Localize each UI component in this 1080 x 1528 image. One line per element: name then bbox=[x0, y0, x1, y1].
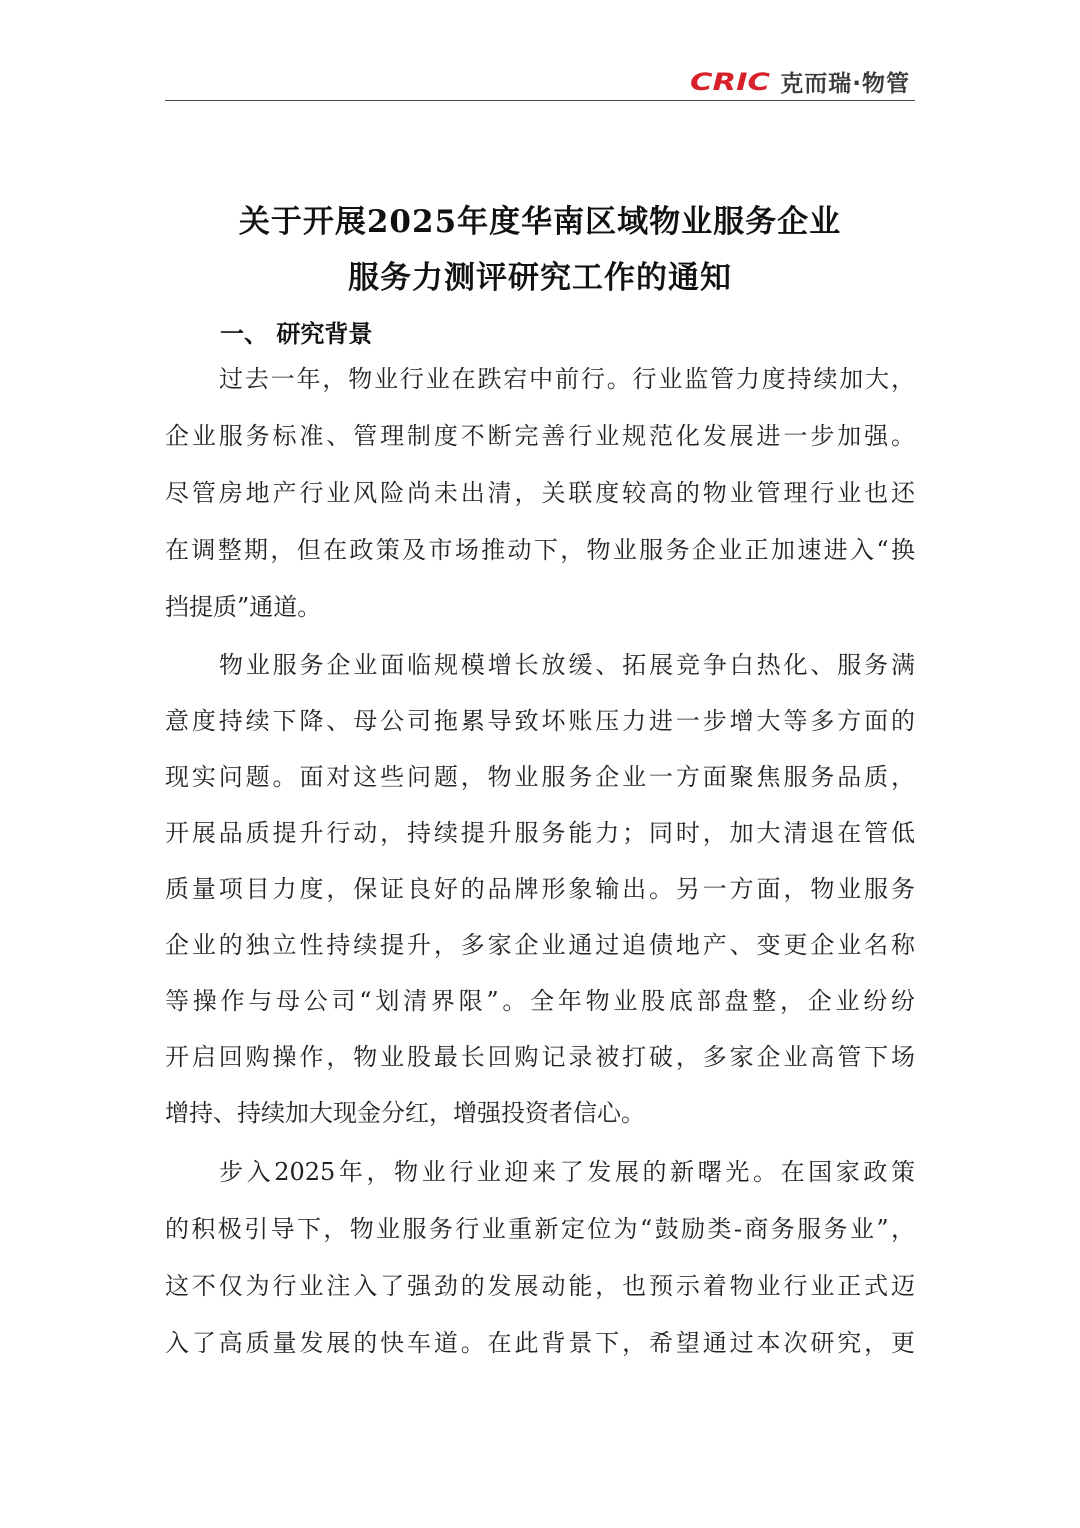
header-logo bbox=[690, 66, 910, 96]
body-line: 企业的独立性持续提升，多家企业通过追债地产、变更企业名称 bbox=[165, 931, 915, 959]
body-line: 尽管房地产行业风险尚未出清，关联度较高的物业管理行业也还 bbox=[165, 479, 915, 507]
body-line: 开启回购操作，物业股最长回购记录被打破，多家企业高管下场 bbox=[165, 1043, 915, 1071]
body-line: 在调整期，但在政策及市场推动下，物业服务企业正加速进入“换 bbox=[165, 536, 915, 564]
body-line: 现实问题。面对这些问题，物业服务企业一方面聚焦服务品质， bbox=[165, 763, 915, 791]
section-heading: 一、 研究背景 bbox=[220, 319, 373, 348]
body-line: 意度持续下降、母公司拖累导致坏账压力进一步增大等多方面的 bbox=[165, 707, 915, 735]
cric-logo-mark bbox=[690, 68, 772, 94]
body-line: 入了高质量发展的快车道。在此背景下，希望通过本次研究，更 bbox=[165, 1329, 915, 1357]
body-line: 这不仅为行业注入了强劲的发展动能，也预示着物业行业正式迈 bbox=[165, 1272, 915, 1300]
body-line: 增持、持续加大现金分红，增强投资者信心。 bbox=[165, 1099, 645, 1127]
body-line: 质量项目力度，保证良好的品牌形象输出。另一方面，物业服务 bbox=[165, 875, 915, 903]
logo-text: 克而瑞·物管 bbox=[780, 70, 910, 97]
header-divider bbox=[165, 100, 915, 101]
body-line: 步入2025年，物业行业迎来了发展的新曙光。在国家政策 bbox=[219, 1158, 915, 1186]
document-title-line-2: 服务力测评研究工作的通知 bbox=[348, 260, 732, 296]
body-line: 过去一年，物业行业在跌宕中前行。行业监管力度持续加大， bbox=[219, 365, 915, 393]
body-line: 企业服务标准、管理制度不断完善行业规范化发展进一步加强。 bbox=[165, 422, 915, 450]
body-line: 开展品质提升行动，持续提升服务能力；同时，加大清退在管低 bbox=[165, 819, 915, 847]
document-title-line-1: 关于开展2025年度华南区域物业服务企业 bbox=[238, 204, 842, 240]
body-line: 等操作与母公司“划清界限”。全年物业股底部盘整，企业纷纷 bbox=[165, 987, 915, 1015]
cric-logo-lettering: CRIC bbox=[690, 68, 771, 94]
body-line: 的积极引导下，物业服务行业重新定位为“鼓励类-商务服务业”， bbox=[165, 1215, 915, 1243]
body-line: 挡提质”通道。 bbox=[165, 593, 322, 621]
body-line: 物业服务企业面临规模增长放缓、拓展竞争白热化、服务满 bbox=[219, 651, 915, 679]
